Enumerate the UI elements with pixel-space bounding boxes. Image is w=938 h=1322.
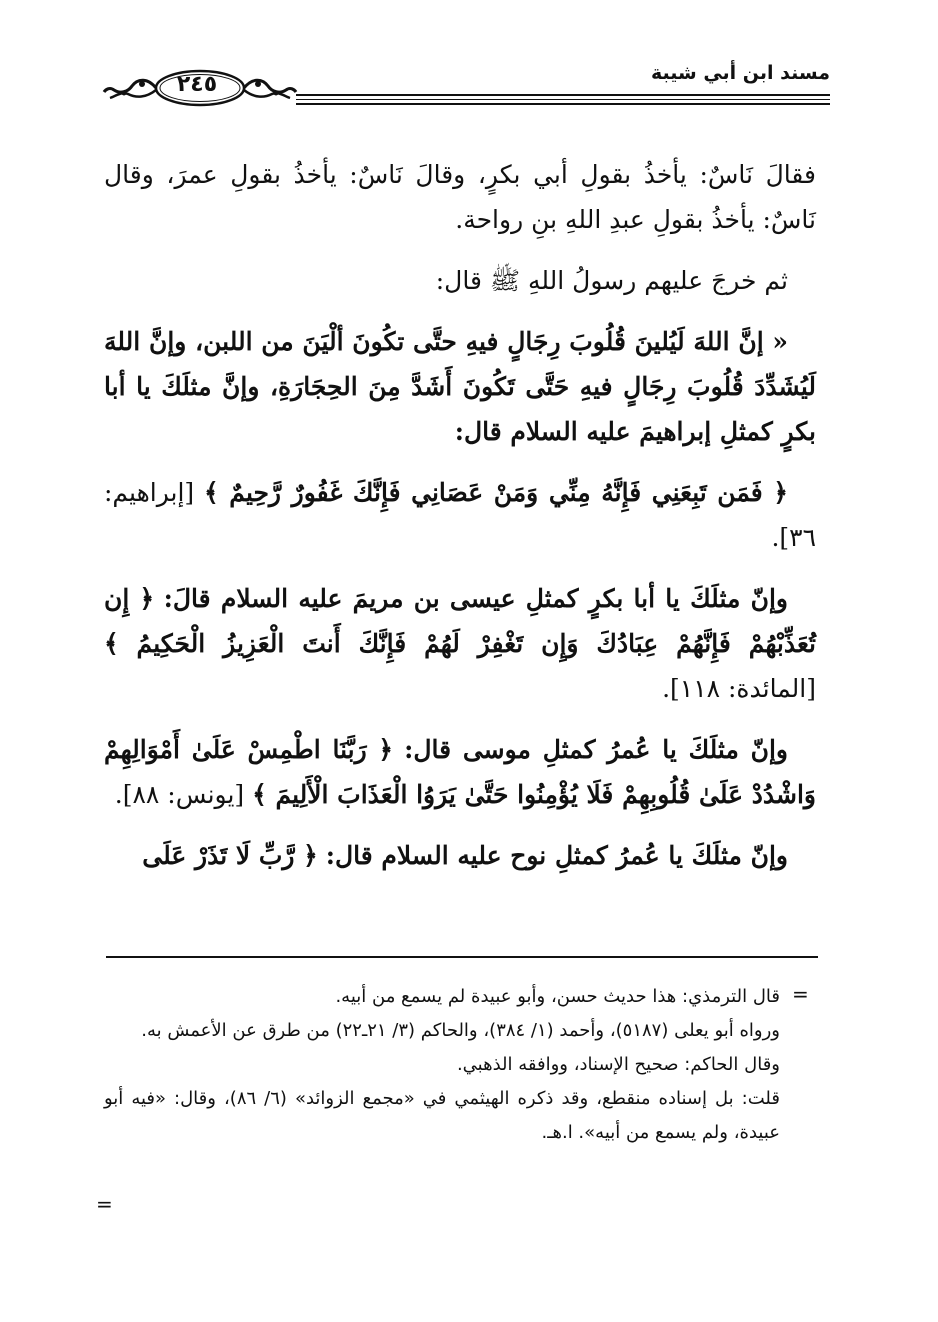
paragraph-4 — [104, 470, 816, 560]
footnotes — [104, 980, 780, 1150]
main-text — [104, 152, 816, 894]
ayah-maidah: ﴿ إِن تُعَذِّبْهُمْ فَإِنَّهُمْ عِبَادُكَ وَإِن تَغْفِرْ لَهُمْ فَإِنَّكَ أَنتَ الْعَزِيزُ الْحَكِيمُ ﴾ — [104, 584, 816, 658]
footnote-line: ورواه أبو يعلى (٥١٨٧)، وأحمد (١/ ٣٨٤)، والحاكم (٣/ ٢١ـ٢٢) من طرق عن الأعمش به. — [141, 1020, 780, 1041]
footnote-line: وقال الحاكم: صحيح الإسناد، ووافقه الذهبي. — [456, 1054, 780, 1075]
paragraph-7 — [104, 833, 816, 878]
paragraph-2: ثم خرجَ عليهم رسولُ اللهِ ﷺ قال: — [435, 266, 788, 295]
paragraph-7-intro: وإنّ مثلَكَ يا عُمرُ كمثلِ نوح عليه السلام قال: — [325, 841, 788, 870]
ayah-ibrahim: ﴿ فَمَن تَبِعَنِي فَإِنَّهُ مِنِّي وَمَنْ عَصَانِي فَإِنَّكَ غَفُورٌ رَّحِيمٌ ﴾ — [204, 478, 788, 507]
ayah-yunus: ﴿ رَبَّنَا اطْمِسْ عَلَىٰ أَمْوَالِهِمْ وَاشْدُدْ عَلَىٰ قُلُوبِهِمْ فَلَا يُؤْمِنُوا حَتَّىٰ يَرَوُا الْعَذَابَ الْأَلِيمَ ﴾ — [104, 735, 816, 809]
ayah-reference: [إبراهيم: ٣٦]. — [104, 478, 816, 552]
ayah-reference: [المائدة: ١١٨]. — [662, 674, 816, 703]
page-number: ٢٤٥ — [176, 72, 218, 97]
footnote-continuation-mark: = — [792, 982, 809, 1006]
paragraph-3: « إنَّ اللهَ لَيُلينَ قُلُوبَ رِجَالٍ فيهِ حتَّى تكُونَ ألْيَنَ من اللبن، وإنَّ اللهَ لَيُشَدِّدَ قُلُوبَ رِجَالٍ فيهِ حَتَّى تَكُونَ أَشَدَّ مِنَ الحِجَارَةِ، وإنَّ مثلَكَ يا أبا بكرٍ كمثلِ إبراهيمَ عليه السلام قال: — [104, 327, 816, 446]
footnote-rule — [106, 956, 818, 958]
ayah-nuh: ﴿ رَّبِّ لَا تَذَرْ عَلَى — [142, 841, 318, 870]
ayah-reference: [يونس: ٨٨]. — [114, 780, 245, 809]
paragraph-5 — [104, 576, 816, 711]
footnote-end-mark: = — [96, 1192, 113, 1216]
page-header — [96, 50, 830, 120]
paragraph-5-intro: وإنّ مثلَكَ يا أبا بكرٍ كمثلِ عيسى بن مريمَ عليه السلام قالَ: — [163, 584, 788, 613]
paragraph-6-intro: وإنّ مثلَكَ يا عُمرُ كمثلِ موسى قال: — [404, 735, 788, 764]
header-rule — [296, 94, 830, 105]
paragraph-1: فقالَ نَاسٌ: يأخذُ بقولِ أبي بكرٍ، وقالَ نَاسٌ: يأخذُ بقولِ عمرَ، وقال نَاسٌ: يأخذُ بقولِ عبدِ اللهِ بنِ رواحة. — [104, 160, 816, 234]
paragraph-6 — [104, 727, 816, 817]
book-title: مسند ابن أبي شيبة — [650, 62, 830, 84]
footnote-line: قلت: بل إسناده منقطع، وقد ذكره الهيثمي في «مجمع الزوائد» (٦/ ٨٦)، وقال: «فيه أبو عبيدة، ولم يسمع من أبيه». ا.هـ. — [104, 1088, 780, 1143]
footnote-line: قال الترمذي: هذا حديث حسن، وأبو عبيدة لم يسمع من أبيه. — [335, 986, 780, 1007]
